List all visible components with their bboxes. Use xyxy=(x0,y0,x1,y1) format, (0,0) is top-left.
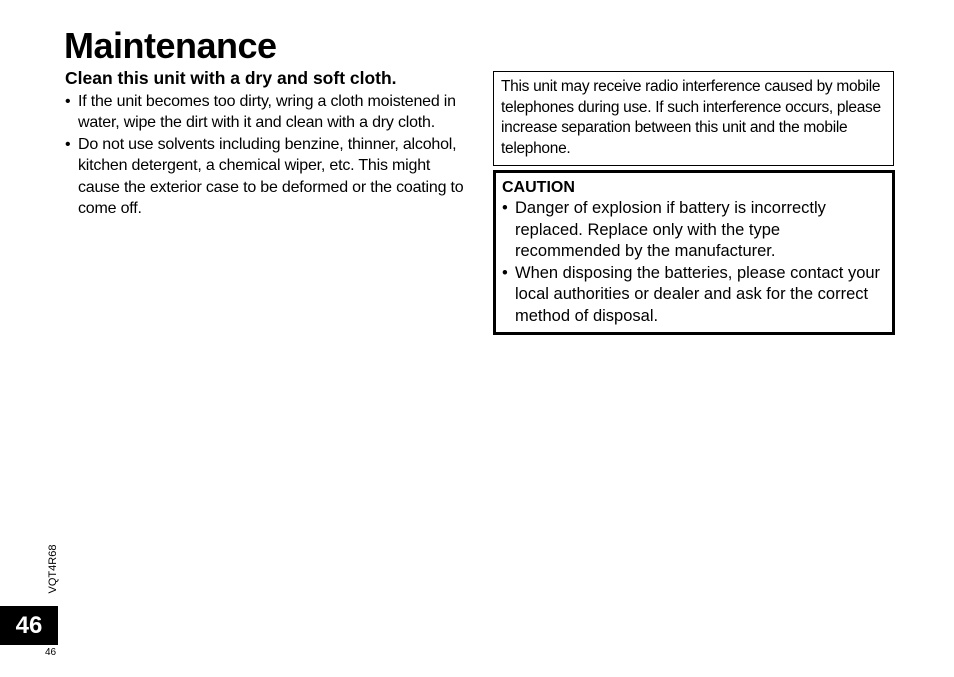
caution-box xyxy=(493,170,895,335)
interference-notice-box xyxy=(493,71,894,166)
list-item: • Do not use solvents including benzine, thinner, alcohol, kitchen detergent, a chemical wiper, etc. This might cause the exterior case to be deformed or the coating to come off. xyxy=(65,134,470,220)
page-number-footer: 46 xyxy=(45,647,57,658)
cleaning-heading: Clean this unit with a dry and soft cloth. xyxy=(65,68,397,88)
list-item: • If the unit becomes too dirty, wring a cloth moistened in water, wipe the dirt with it and clean with a dry cloth. xyxy=(65,91,470,134)
interference-notice-text: This unit may receive radio interference caused by mobile telephones during use. If such interference occurs, please increase separation between this unit and the mobile telephone. xyxy=(501,78,881,157)
document-code xyxy=(46,538,60,600)
list-item: • When disposing the batteries, please contact your local authorities or dealer and ask for the correct method of disposal. xyxy=(502,263,886,328)
page-title: Maintenance xyxy=(64,25,277,66)
cleaning-list xyxy=(65,91,470,219)
caution-list xyxy=(502,198,886,327)
document-code-text: VQT4R68 xyxy=(47,544,59,594)
page-number-tab: 46 xyxy=(0,606,58,645)
cleaning-section xyxy=(65,66,470,219)
caution-heading: CAUTION xyxy=(502,179,575,196)
list-item: • Danger of explosion if battery is incorrectly replaced. Replace only with the type recommended by the manufacturer. xyxy=(502,198,886,263)
